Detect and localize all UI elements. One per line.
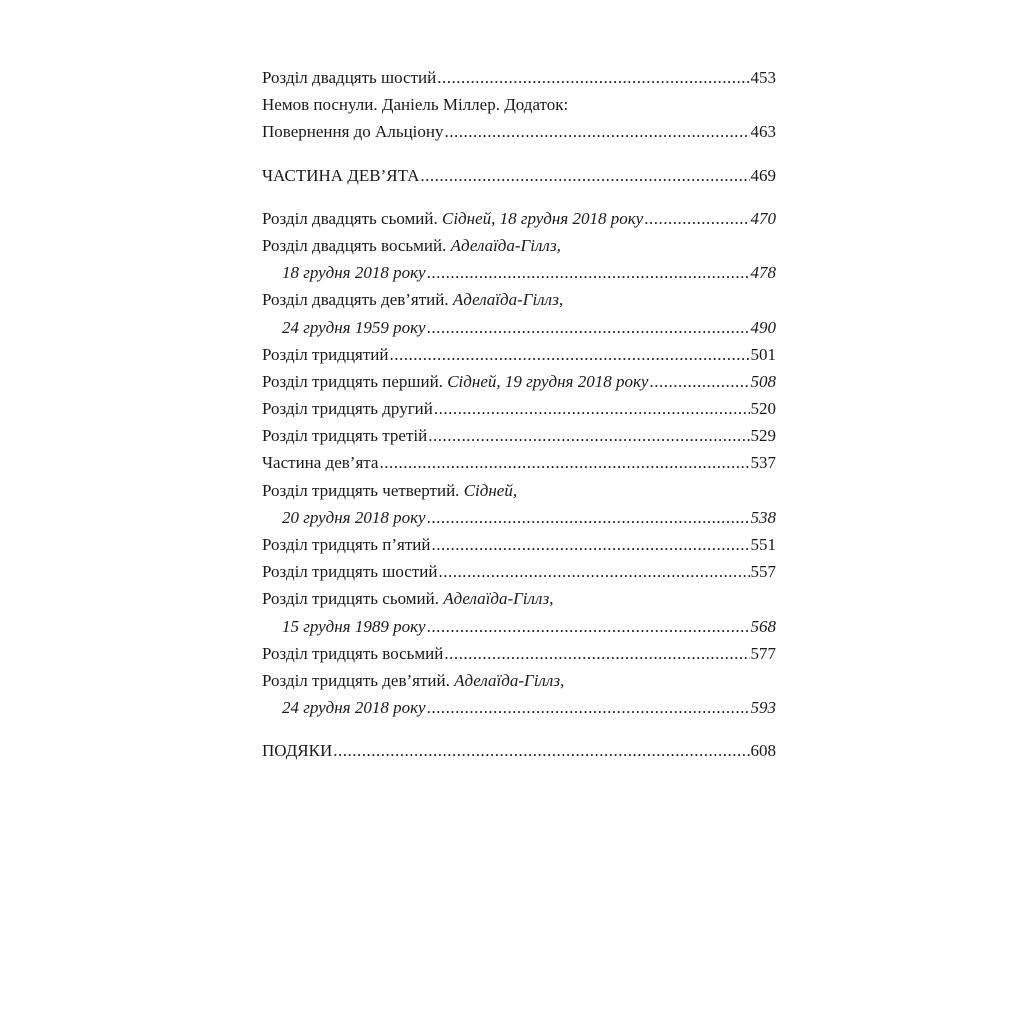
toc-page-number: 593 xyxy=(750,698,776,718)
dot-leader xyxy=(445,118,750,145)
toc-page-number: 469 xyxy=(750,165,776,185)
toc-entry-title-text: Розділ тридцять дев’ятий. xyxy=(262,670,455,690)
toc-entry-title xyxy=(262,422,427,449)
toc-entry-title-text: Розділ тридцять восьмий xyxy=(262,643,444,663)
toc-entry-subtitle: Сідней, 18 грудня 2018 року xyxy=(441,208,644,228)
toc-entry-title xyxy=(262,613,426,640)
toc-entry-title xyxy=(262,737,332,764)
toc-page-number: 478 xyxy=(750,263,776,283)
toc-entry-subtitle: Аделаїда-Гіллз, xyxy=(454,670,565,690)
toc-page-number: 577 xyxy=(750,643,776,663)
toc-entry[interactable] xyxy=(262,118,776,145)
dot-leader xyxy=(649,368,749,395)
toc-entry[interactable] xyxy=(262,585,776,612)
toc-entry-title xyxy=(262,504,426,531)
toc-page-number: 520 xyxy=(750,399,776,419)
toc-entry[interactable] xyxy=(262,205,776,232)
toc-entry[interactable] xyxy=(262,64,776,91)
toc-page-number: 551 xyxy=(750,535,776,554)
toc-entry-title-text: Повернення до Альціону xyxy=(262,122,444,142)
toc-entry-subtitle: Сідней, 19 грудня 2018 року xyxy=(447,371,649,391)
toc-page-number: 508 xyxy=(750,371,776,391)
toc-entry-title-text: Розділ тридцятий xyxy=(262,344,389,364)
toc-entry-title xyxy=(262,341,388,368)
toc-page-number: 470 xyxy=(750,208,776,228)
dot-leader xyxy=(644,205,749,232)
toc-page-number: 608 xyxy=(750,741,776,761)
toc-entry-title-text: Розділ тридцять другий xyxy=(262,399,433,419)
toc-entry[interactable] xyxy=(262,531,776,558)
toc-entry-title xyxy=(262,531,430,558)
toc-entry[interactable] xyxy=(262,368,776,395)
toc-entry-title xyxy=(262,585,553,612)
dot-leader xyxy=(437,64,749,91)
toc-page-number: 557 xyxy=(750,562,776,582)
toc-entry-title xyxy=(262,259,426,286)
toc-page-number: 529 xyxy=(750,426,776,446)
toc-entry[interactable] xyxy=(262,667,776,694)
dot-leader xyxy=(427,613,750,640)
dot-leader xyxy=(444,640,749,667)
toc-entry-title-text: Розділ двадцять сьомий. xyxy=(262,208,442,228)
toc-entry-subtitle: 24 грудня 2018 року xyxy=(282,698,426,718)
toc-entry[interactable] xyxy=(262,422,776,449)
toc-entry[interactable] xyxy=(262,477,776,504)
toc-entry-title-text: Розділ двадцять шостий xyxy=(262,68,437,87)
dot-leader xyxy=(428,422,749,449)
toc-entry-title xyxy=(262,162,419,189)
toc-page-number: 463 xyxy=(750,122,776,142)
toc-entry-title xyxy=(262,667,564,694)
toc-page-number: 453 xyxy=(750,68,776,87)
toc-entry-subtitle: 24 грудня 1959 року xyxy=(282,317,426,337)
toc-entry[interactable] xyxy=(262,91,776,118)
dot-leader xyxy=(427,314,750,341)
toc-entry-title-text: Немов поснули. Даніель Міллер. Додаток: xyxy=(262,95,569,115)
dot-leader xyxy=(427,259,750,286)
toc-entry[interactable] xyxy=(262,162,776,189)
toc-entry-title xyxy=(262,118,444,145)
toc-entry[interactable] xyxy=(262,694,776,721)
toc-entry-title-text: Розділ тридцять четвертий. xyxy=(262,480,464,500)
toc-entry-title-text: Розділ тридцять шостий xyxy=(262,562,438,582)
toc-entry[interactable] xyxy=(262,232,776,259)
dot-leader xyxy=(434,395,750,422)
toc-entry-title-text: Частина дев’ята xyxy=(262,453,379,473)
toc-entry[interactable] xyxy=(262,558,776,585)
toc-entry-title-text: Розділ двадцять дев’ятий. xyxy=(262,290,453,310)
toc-entry-title-text: Розділ тридцять третій xyxy=(262,426,428,446)
toc-entry-subtitle: Сідней, xyxy=(463,480,518,500)
toc-entry-title xyxy=(262,368,648,395)
toc-entry-title xyxy=(262,314,426,341)
toc-entry-title xyxy=(262,477,517,504)
toc-entry-title xyxy=(262,640,443,667)
toc-entry[interactable] xyxy=(262,449,776,476)
table-of-contents xyxy=(262,64,776,765)
dot-leader xyxy=(427,504,750,531)
toc-entry-subtitle: 20 грудня 2018 року xyxy=(282,507,426,527)
toc-entry[interactable] xyxy=(262,314,776,341)
toc-page-number: 490 xyxy=(750,317,776,337)
toc-entry-subtitle: 15 грудня 1989 року xyxy=(282,616,426,636)
toc-entry-subtitle: 18 грудня 2018 року xyxy=(282,263,426,283)
toc-entry-title xyxy=(262,232,561,259)
toc-entry-title-text: ЧАСТИНА ДЕВ’ЯТА xyxy=(262,165,420,185)
toc-entry-subtitle: Аделаїда-Гіллз, xyxy=(452,290,564,310)
toc-entry[interactable] xyxy=(262,613,776,640)
toc-page-number: 568 xyxy=(750,616,776,636)
toc-entry-title-text: Розділ тридцять п’ятий xyxy=(262,535,431,554)
dot-leader xyxy=(431,531,749,558)
toc-entry-title xyxy=(262,205,643,232)
toc-entry[interactable] xyxy=(262,504,776,531)
toc-entry-subtitle: Аделаїда-Гіллз, xyxy=(450,235,561,255)
dot-leader xyxy=(427,694,750,721)
dot-leader xyxy=(420,162,749,189)
toc-entry[interactable] xyxy=(262,737,776,764)
dot-leader xyxy=(438,558,749,585)
toc-entry-title-text: ПОДЯКИ xyxy=(262,741,333,761)
dot-leader xyxy=(333,737,749,764)
dot-leader xyxy=(389,341,749,368)
toc-entry-title xyxy=(262,395,433,422)
toc-entry-title xyxy=(262,694,426,721)
toc-entry-title xyxy=(262,558,437,585)
dot-leader xyxy=(379,449,749,476)
toc-entry-title xyxy=(262,286,563,313)
toc-page-number: 538 xyxy=(750,507,776,527)
toc-entry-title xyxy=(262,64,436,91)
toc-entry-title-text: Розділ двадцять восьмий. xyxy=(262,235,451,255)
toc-entry[interactable] xyxy=(262,259,776,286)
toc-entry-title xyxy=(262,91,568,118)
toc-entry-subtitle: Аделаїда-Гіллз, xyxy=(443,589,554,609)
toc-entry[interactable] xyxy=(262,640,776,667)
toc-entry[interactable] xyxy=(262,341,776,368)
toc-page-number: 501 xyxy=(750,344,776,364)
toc-page-number: 537 xyxy=(750,453,776,473)
toc-entry-title-text: Розділ тридцять сьомий. xyxy=(262,589,444,609)
toc-entry[interactable] xyxy=(262,286,776,313)
toc-entry[interactable] xyxy=(262,395,776,422)
toc-entry-title xyxy=(262,449,378,476)
toc-entry-title-text: Розділ тридцять перший. xyxy=(262,371,448,391)
